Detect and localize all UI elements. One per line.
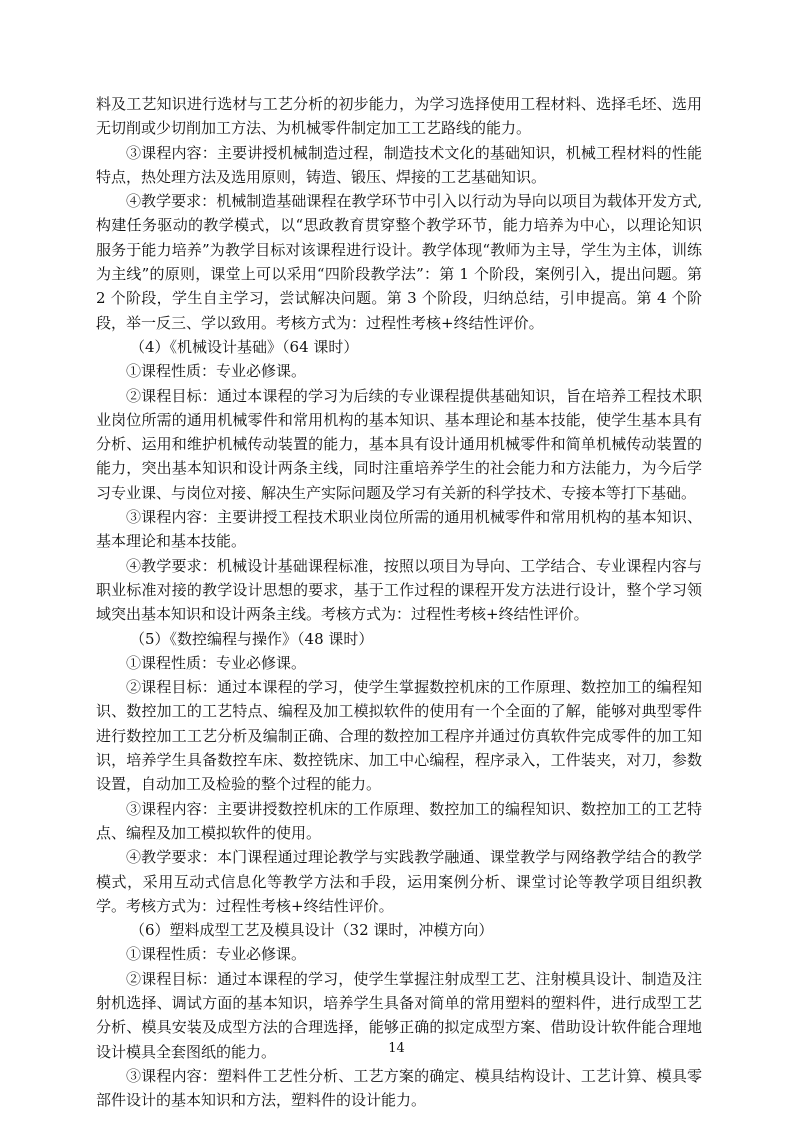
paragraph-course-goal: ②课程目标：通过本课程的学习，使学生掌握数控机床的工作原理、数控加工的编程知识、数控加工的工艺特点、编程及加工模拟软件的使用有一个全面的了解，能够对典型零件进行数控加工工艺分析及编制正确、合理的数控加工程序并通过仿真软件完成零件的加工知识，培养学生具备数控车床、数控铣床、加工中心编程，程序录入，工件装夹，对刀，参数设置，自动加工及检验的整个过程的能力。 <box>96 678 702 794</box>
paragraph-course-content: ③课程内容：主要讲授机械制造过程，制造技术文化的基础知识，机械工程材料的性能特点，热处理方法及选用原则，铸造、锻压、焊接的工艺基础知识。 <box>96 143 702 186</box>
paragraph-teaching-requirements: ④教学要求：机械设计基础课程标准，按照以项目为导向、工学结合、专业课程内容与职业标准对接的教学设计思想的要求，基于工作过程的课程开发方法进行设计，整个学习领域突出基本知识和设计两条主线。考核方式为：过程性考核+终结性评价。 <box>96 556 702 624</box>
page-number: 14 <box>388 1041 405 1056</box>
paragraph-course-goal: ②课程目标：通过本课程的学习，使学生掌握注射成型工艺、注射模具设计、制造及注射机选择、调试方面的基本知识，培养学生具备对简单的常用塑料的塑料件，进行成型工艺分析、模具安装及成型方法的合理选择，能够正确的拟定成型方案、借助设计软件能合理地设计模具全套图纸的能力。 <box>96 969 702 1061</box>
document-body <box>96 92 702 1112</box>
paragraph-continued: 料及工艺知识进行选材与工艺分析的初步能力，为学习选择使用工程材料、选择毛坯、选用无切削或少切削加工方法、为机械零件制定加工工艺路线的能力。 <box>96 95 702 138</box>
section-heading-cnc: （5）《数控编程与操作》（48 课时） <box>130 629 374 648</box>
paragraph-course-content: ③课程内容：主要讲授工程技术职业岗位所需的通用机械零件和常用机构的基本知识、基本理论和基本技能。 <box>96 508 702 551</box>
paragraph-course-nature: ①课程性质：专业必修课。 <box>126 653 307 672</box>
paragraph-course-goal: ②课程目标：通过本课程的学习为后续的专业课程提供基础知识，旨在培养工程技术职业岗位所需的通用机械零件和常用机构的基本知识、基本理论和基本技能，使学生基本具有分析、运用和维护机械传动装置的能力，基本具有设计通用机械零件和简单机械传动装置的能力，突出基本知识和设计两条主线，同时注重培养学生的社会能力和方法能力，为今后学习专业课、与岗位对接、解决生产实际问题及学习有关新的科学技术、专接本等打下基础。 <box>96 386 702 502</box>
paragraph-teaching-requirements: ④教学要求：机械制造基础课程在教学环节中引入以行动为导向以项目为载体开发方式,构建任务驱动的教学模式，以“思政教育贯穿整个教学环节，能力培养为中心，以理论知识服务于能力培养”为教学目标对该课程进行设计。教学体现“教师为主导，学生为主体，训练为主线”的原则，课堂上可以采用“四阶段教学法”：第 1 个阶段，案例引入，提出问题。第 2 个阶段，学生自主学习，尝试解决问题。第 3 个阶段，归纳总结，引申提高。第 4 个阶段，举一反三、学以致用。考核方式为：过程性考核+终结性评价。 <box>96 192 702 332</box>
section-heading-plastic-mold: （6）塑料成型工艺及模具设计（32 课时，冲模方向） <box>130 921 494 940</box>
paragraph-course-content: ③课程内容：塑料件工艺性分析、工艺方案的确定、模具结构设计、工艺计算、模具零部件设计的基本知识和方法，塑料件的设计能力。 <box>96 1066 702 1110</box>
paragraph-teaching-requirements: ④教学要求：本门课程通过理论教学与实践教学融通、课堂教学与网络教学结合的教学模式，采用互动式信息化等教学方法和手段，运用案例分析、课堂讨论等教学项目组织教学。考核方式为：过程性考核+终结性评价。 <box>96 848 702 915</box>
paragraph-course-content: ③课程内容：主要讲授数控机床的工作原理、数控加工的编程知识、数控加工的工艺特点、编程及加工模拟软件的使用。 <box>96 799 702 842</box>
paragraph-course-nature: ①课程性质：专业必修课。 <box>126 362 307 381</box>
paragraph-course-nature: ①课程性质：专业必修课。 <box>126 945 307 964</box>
section-heading-machine-design: （4）《机械设计基础》（64 课时） <box>130 337 359 356</box>
